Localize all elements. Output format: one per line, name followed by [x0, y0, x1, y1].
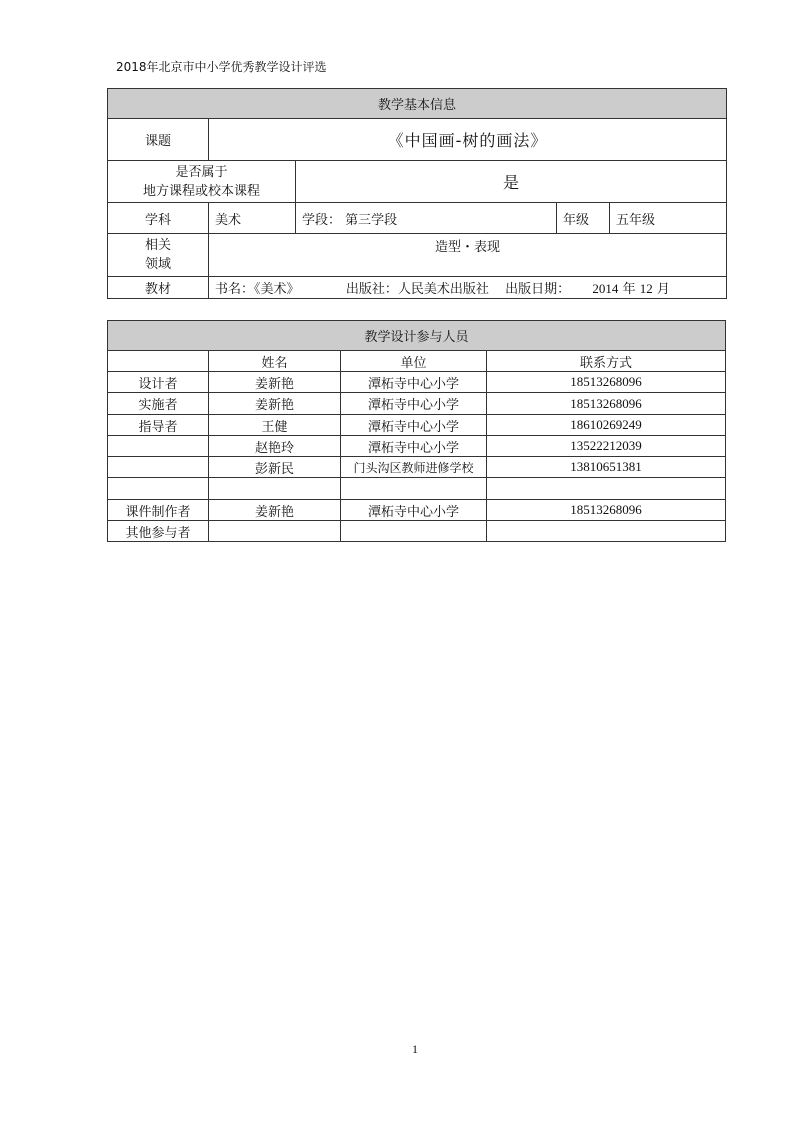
table-row — [108, 478, 726, 500]
grade-label: 年级 — [557, 203, 610, 234]
name-cell: 彭新民 — [209, 457, 341, 478]
stage-cell — [296, 203, 557, 234]
local-course-label — [108, 161, 296, 203]
page-header: 2018年北京市中小学优秀教学设计评选 — [116, 60, 327, 74]
role-cell — [108, 457, 209, 478]
column-header-name: 姓名 — [209, 351, 341, 372]
unit-cell: 潭柘寺中心小学 — [341, 436, 487, 457]
table-row — [108, 521, 726, 542]
role-cell: 实施者 — [108, 393, 209, 415]
role-cell: 指导者 — [108, 415, 209, 436]
unit-cell: 潭柘寺中心小学 — [341, 372, 487, 393]
contact-cell: 13522212039 — [487, 436, 726, 457]
pub-date-label: 出版日期： — [505, 282, 571, 297]
name-cell — [209, 478, 341, 500]
unit-cell: 潭柘寺中心小学 — [341, 393, 487, 415]
contact-cell: 18513268096 — [487, 393, 726, 415]
pub-date-year-unit: 年 — [622, 282, 636, 297]
role-cell: 课件制作者 — [108, 500, 209, 521]
topic-label: 课题 — [108, 119, 209, 161]
domain-label-line1: 相关 — [144, 238, 171, 253]
domain-value: 造型・表现 — [209, 234, 727, 277]
pub-date-month-unit: 月 — [656, 282, 670, 297]
textbook-value — [209, 277, 727, 299]
textbook-label: 教材 — [108, 277, 209, 299]
name-cell: 赵艳玲 — [209, 436, 341, 457]
domain-label — [108, 234, 209, 277]
table-row — [108, 393, 726, 415]
pub-date-year: 2014 — [592, 281, 619, 296]
name-cell: 姜新艳 — [209, 393, 341, 415]
subject-label: 学科 — [108, 203, 209, 234]
contact-cell: 18513268096 — [487, 500, 726, 521]
local-course-value: 是 — [296, 161, 727, 203]
role-cell: 其他参与者 — [108, 521, 209, 542]
stage-label: 学段： — [302, 212, 342, 228]
book-name-value: 《美术》 — [254, 282, 300, 297]
table-row — [108, 372, 726, 393]
local-course-label-line1: 是否属于 — [175, 164, 228, 180]
book-name-label: 书名： — [215, 282, 255, 297]
participants-table — [107, 320, 726, 542]
unit-cell: 潭柘寺中心小学 — [341, 415, 487, 436]
column-header-role — [108, 351, 209, 372]
role-cell — [108, 436, 209, 457]
domain-label-line2: 领域 — [144, 257, 171, 272]
page-number: 1 — [412, 1042, 418, 1056]
basic-info-section-title: 教学基本信息 — [108, 89, 727, 119]
contact-cell: 18610269249 — [487, 415, 726, 436]
unit-cell — [341, 478, 487, 500]
contact-cell — [487, 478, 726, 500]
name-cell — [209, 521, 341, 542]
topic-value: 《中国画-树的画法》 — [209, 119, 727, 161]
contact-cell: 18513268096 — [487, 372, 726, 393]
name-cell: 姜新艳 — [209, 500, 341, 521]
unit-cell: 潭柘寺中心小学 — [341, 500, 487, 521]
unit-cell: 门头沟区教师进修学校 — [341, 457, 487, 478]
name-cell: 姜新艳 — [209, 372, 341, 393]
publisher-label: 出版社： — [345, 282, 398, 297]
contact-cell: 13810651381 — [487, 457, 726, 478]
table-row — [108, 457, 726, 478]
publisher-value: 人民美术出版社 — [397, 282, 489, 297]
role-cell — [108, 478, 209, 500]
basic-info-table — [107, 88, 727, 299]
contact-cell — [487, 521, 726, 542]
table-row — [108, 500, 726, 521]
pub-date-month: 12 — [639, 281, 653, 296]
unit-cell — [341, 521, 487, 542]
local-course-label-line2: 地方课程或校本课程 — [142, 183, 260, 199]
participants-section-title: 教学设计参与人员 — [108, 321, 726, 351]
stage-value: 第三学段 — [345, 212, 398, 228]
grade-value: 五年级 — [610, 203, 727, 234]
column-header-unit: 单位 — [341, 351, 487, 372]
name-cell: 王健 — [209, 415, 341, 436]
column-header-contact: 联系方式 — [487, 351, 726, 372]
role-cell: 设计者 — [108, 372, 209, 393]
table-row — [108, 436, 726, 457]
subject-value: 美术 — [209, 203, 296, 234]
participants-header-row — [108, 351, 726, 372]
table-row — [108, 415, 726, 436]
